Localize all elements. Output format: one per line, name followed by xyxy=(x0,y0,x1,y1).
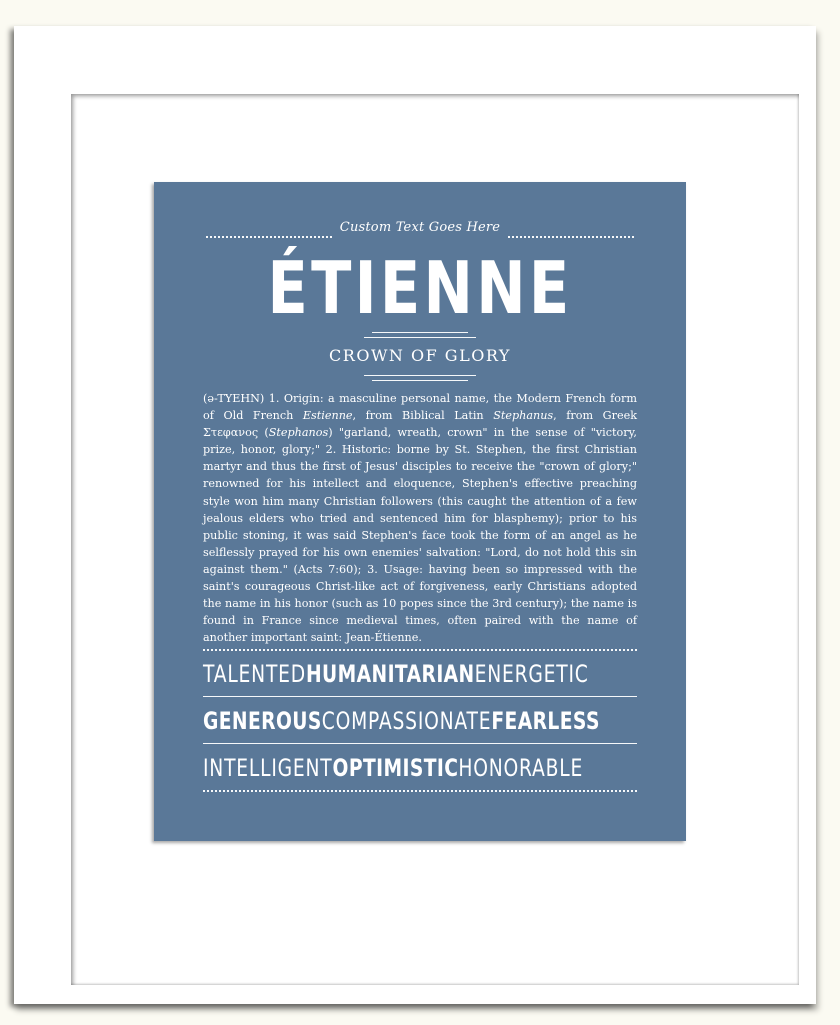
trait-word: ENERGETIC xyxy=(474,660,589,688)
trait-word: HONORABLE xyxy=(458,754,584,782)
meaning-underline-rule xyxy=(372,380,468,381)
top-left-dotted-divider xyxy=(206,236,332,238)
name-definition xyxy=(203,390,637,646)
definition-text: , from Greek Στεφανος ( xyxy=(203,409,637,440)
name-print xyxy=(154,182,686,841)
definition-italic: Stephanus xyxy=(493,409,554,423)
name-underline-rule xyxy=(372,332,468,333)
meaning-underline-rule xyxy=(364,375,476,376)
trait-word: COMPASSIONATE xyxy=(321,707,492,735)
name-meaning: CROWN OF GLORY xyxy=(329,346,511,365)
trait-word: HUMANITARIAN xyxy=(305,660,475,688)
traits-top-dotted-divider xyxy=(203,649,637,651)
name-underline-rule xyxy=(364,337,476,338)
definition-text: (ə-TYEHN) 1. Origin: a masculine personal name, the Modern French form of Old French xyxy=(203,392,637,423)
name-title: ÉTIENNE xyxy=(267,246,573,330)
definition-italic: Stephanos xyxy=(268,426,329,440)
traits-row-separator xyxy=(203,696,637,697)
traits-row xyxy=(203,703,637,739)
traits-row xyxy=(203,750,637,786)
trait-word: TALENTED xyxy=(203,660,306,688)
definition-text: ) "garland, wreath, crown" in the sense of "victory, prize, honor, glory;" 2. Historic: borne by St. Stephen, the first Christian martyr and thus the first of Jesus' disciples to receive the "crown of glory;" renowned for his intellect and eloquence, Stephen's effective preaching style won him many Christian followers (this caught the attention of a few jealous elders who tried and sentenced him for blasphemy); prior to his public stoning, it was said Stephen's face took the form of an angel as he selflessly prayed for his own enemies' salvation: "Lord, do not hold this sin against them." (Acts 7:60); 3. Usage: having been so impressed with the saint's courageous Christ-like act of forgiveness, early Christians adopted the name in his honor (such as 10 popes since the 3rd century); the name is found in France since medieval times, often paired with the name of another important saint: Jean-Étienne. xyxy=(203,426,637,645)
trait-word: GENEROUS xyxy=(203,707,322,735)
traits-bottom-dotted-divider xyxy=(203,790,637,792)
top-right-dotted-divider xyxy=(508,236,634,238)
trait-word: OPTIMISTIC xyxy=(332,754,459,782)
trait-word: INTELLIGENT xyxy=(203,754,333,782)
traits-row xyxy=(203,656,637,692)
traits-row-separator xyxy=(203,743,637,744)
definition-italic: Estienne xyxy=(302,409,353,423)
definition-text: , from Biblical Latin xyxy=(352,409,494,423)
custom-text: Custom Text Goes Here xyxy=(339,220,501,235)
trait-word: FEARLESS xyxy=(491,707,600,735)
